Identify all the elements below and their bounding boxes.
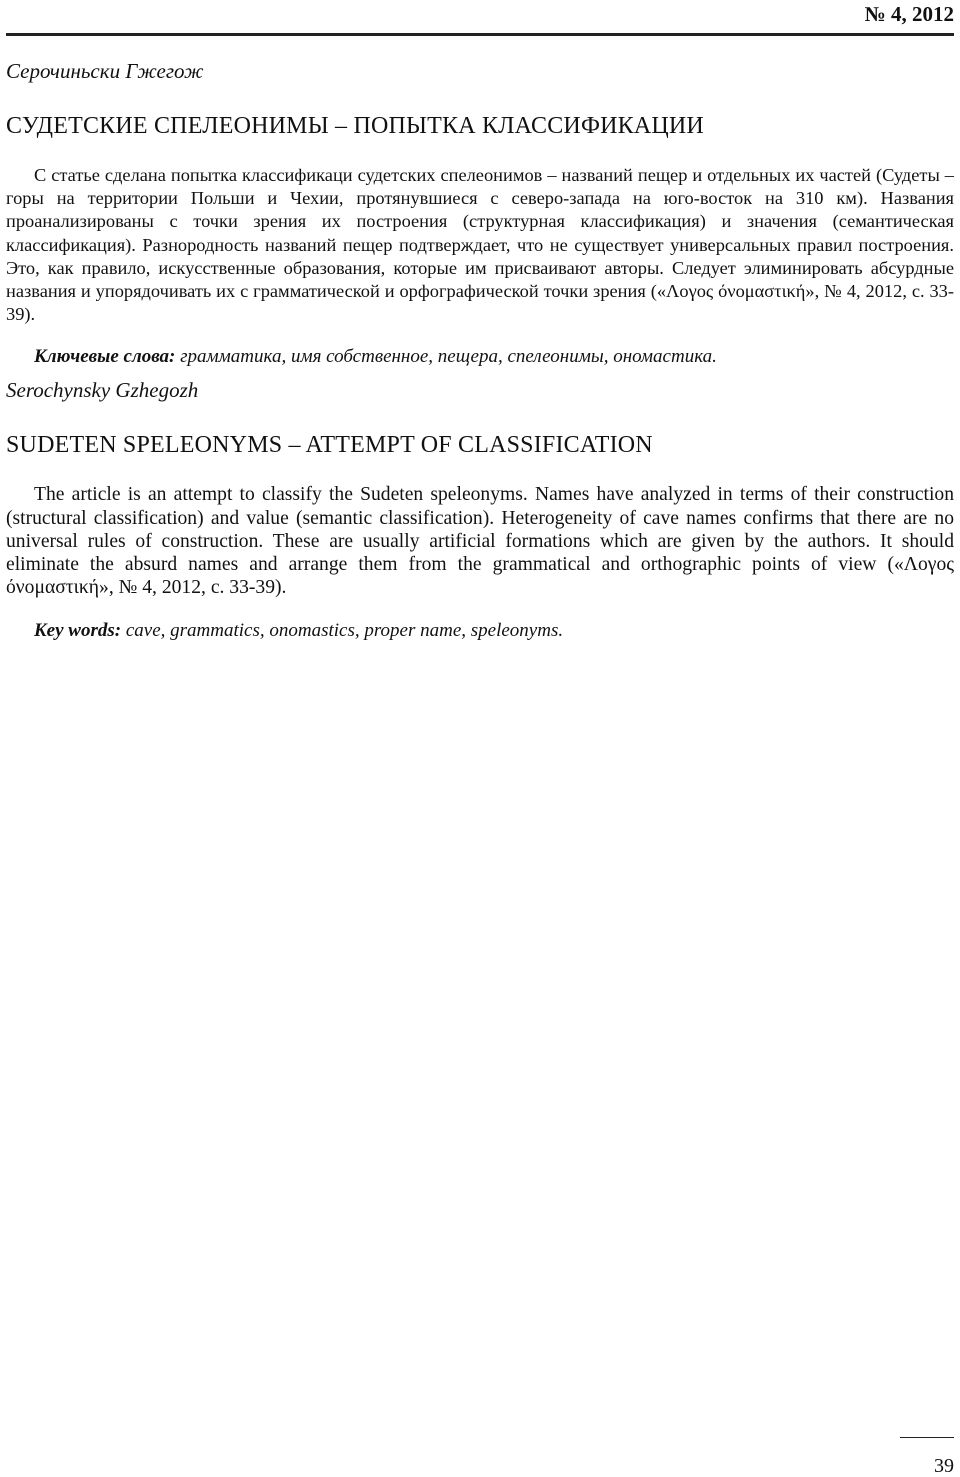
issue-number: № 4, 2012: [864, 2, 954, 26]
title-ru: СУДЕТСКИЕ СПЕЛЕОНИМЫ – ПОПЫТКА КЛАССИФИКАЦИИ: [6, 113, 704, 139]
keywords-ru: [6, 345, 954, 369]
keywords-text-en: cave, grammatics, onomastics, proper name, speleonyms.: [125, 620, 564, 642]
keywords-en: [6, 619, 954, 643]
keywords-label-en: Key words:: [34, 620, 122, 642]
author-en: Serochynsky Gzhegozh: [6, 378, 199, 403]
footer-rule: [900, 1437, 954, 1438]
title-en: SUDETEN SPELEONYMS – ATTEMPT OF CLASSIFICATION: [6, 432, 653, 459]
page-number: 39: [934, 1455, 954, 1477]
article-content: [6, 58, 954, 643]
abstract-en: The article is an attempt to classify the Sudeten speleonyms. Names have analyzed in terms of their construction (structural classification) and value (semantic classification). Heterogeneity of cave names confirms that there are no universal rules of construction. These are usually artificial formations which are given by the authors. It should eliminate the absurd names and arrange them from the grammatical and orthographic points of view («Λογος όνομαστική», № 4, 2012, с. 33-39).: [6, 484, 954, 599]
header-rule: [6, 33, 954, 36]
keywords-text-ru: грамматика, имя собственное, пещера, спелеонимы, ономастика.: [180, 346, 717, 368]
keywords-label-ru: Ключевые слова:: [34, 346, 176, 368]
author-ru: Серочиньски Гжегож: [6, 59, 204, 83]
abstract-ru: С статье сделана попытка классификаци судетских спелеонимов – названий пещер и отдельных их частей (Судеты – горы на территории Польши и Чехии, протянувшиеся с северо-запада на юго-восток на 310 км). Названия проанализированы с точки зрения их построения (структурная классификация) и значения (семантическая классификация). Разнородность названий пещер подтверждает, что не существует универсальных правил построения. Это, как правило, искусственные образования, которые им присваивают авторы. Следует элиминировать абсурдные названия и упорядочивать их с грамматической и орфографической точки зрения («Λογος όνομαστική», № 4, 2012, с. 33-39).: [6, 165, 954, 325]
